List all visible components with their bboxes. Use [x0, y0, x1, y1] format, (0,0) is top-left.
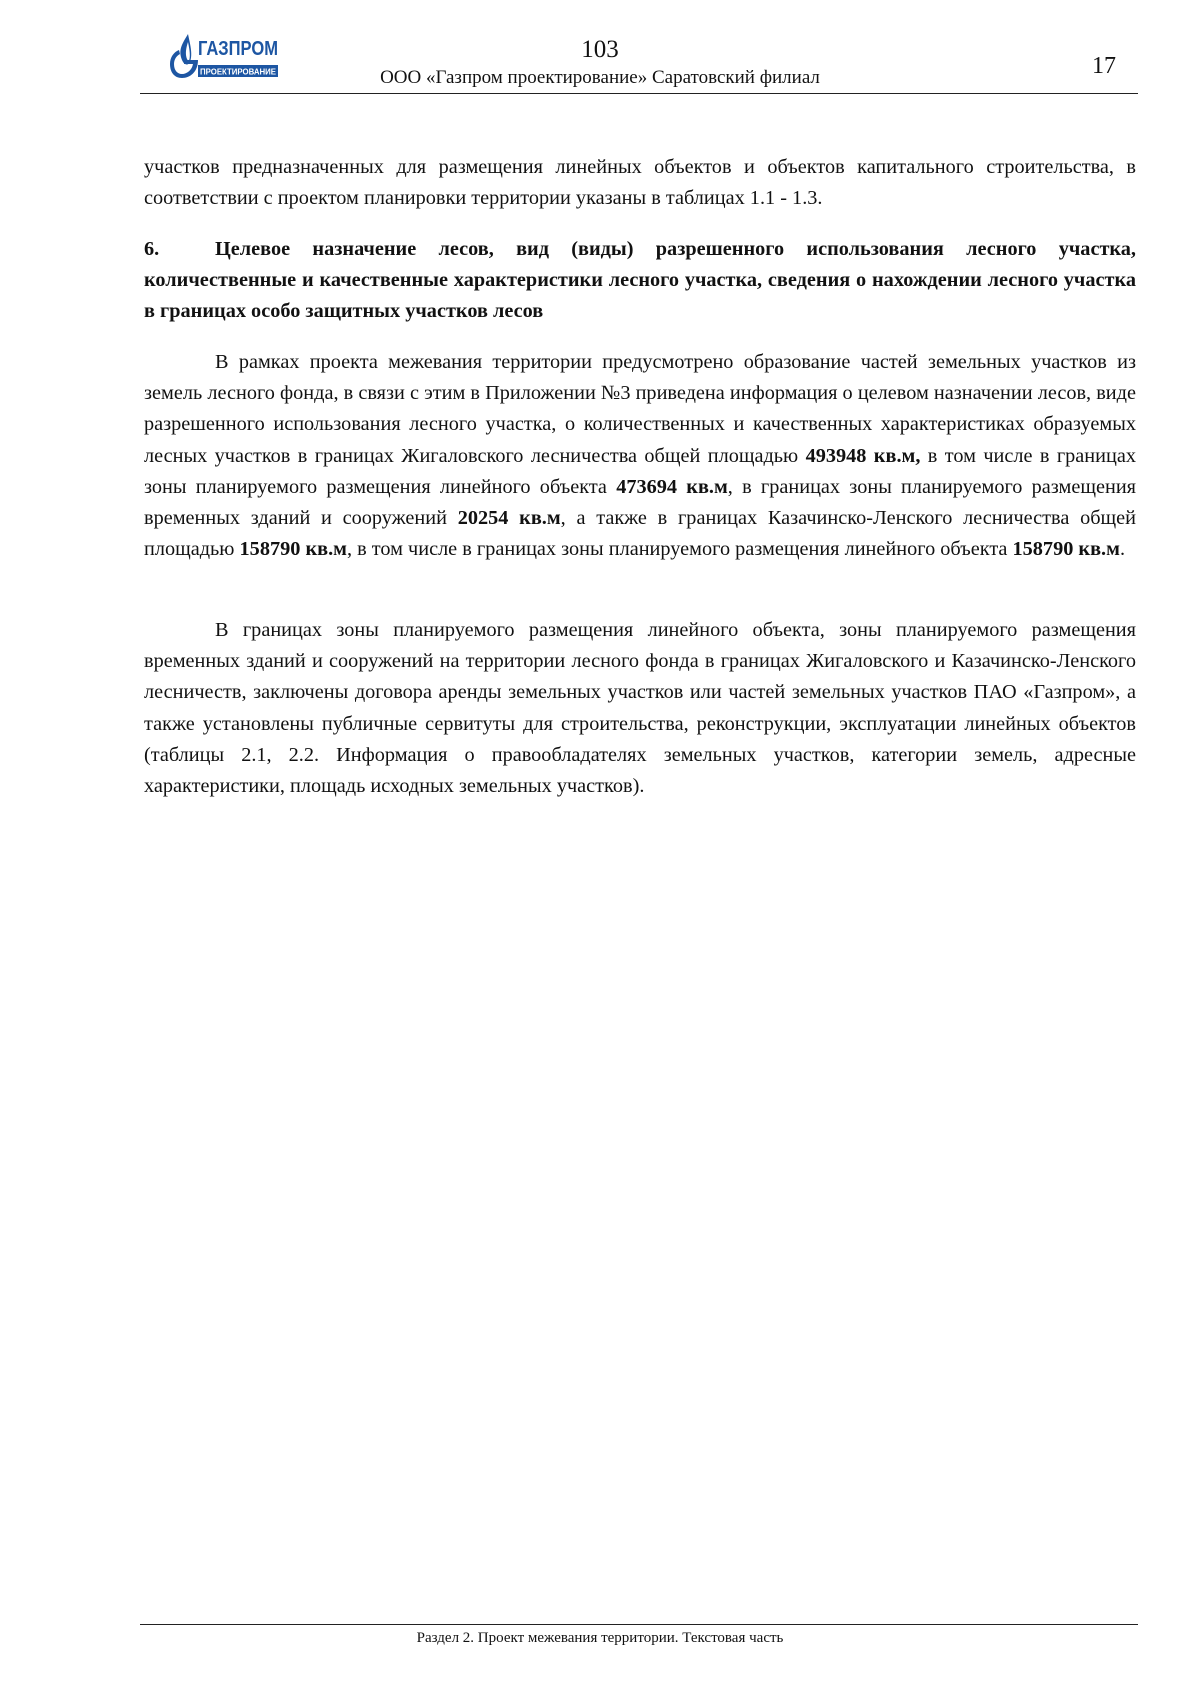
text-run: В рамках проекта межевания территории предусмотрено образование частей земельных участков из земель лесного фонда, в связи с этим в Приложении №3 приведена информация о целевом назначении лесов, виде разрешенного использования лесного участка, о количественных и качественных характеристиках образуемых лесных участков в границах Жигаловского лесничества общей площадью — [144, 351, 1136, 467]
logo-brand-text: ГАЗПРОМ — [198, 38, 278, 60]
section-number: 6. — [144, 238, 160, 260]
footer-divider — [140, 1624, 1138, 1625]
paragraph-continuation: участков предназначенных для размещения линейных объектов и объектов капитального строительства, в соответствии с проектом планировки территории указаны в таблицах 1.1 - 1.3. — [144, 156, 1136, 210]
header-page-number: 103 — [581, 36, 619, 63]
section-heading — [144, 234, 1136, 328]
logo-sub-text: ПРОЕКТИРОВАНИЕ — [200, 67, 277, 77]
header-sheet-number: 17 — [1092, 53, 1116, 79]
header-divider — [140, 93, 1138, 94]
section-title: Целевое назначение лесов, вид (виды) разрешенного использования лесного участка, количественные и качественные характеристики лесного участка, сведения о нахождении лесного участка в границах особо защитных участков лесов — [144, 238, 1136, 323]
area-value: 493948 кв.м, — [805, 444, 921, 467]
text-run: , в том числе в границах зоны планируемого размещения линейного объекта — [346, 538, 1013, 561]
area-value: 20254 кв.м — [457, 507, 561, 530]
text-run: . — [1119, 538, 1126, 561]
text-run: в том числе в границах зоны планируемого размещения линейного объекта — [144, 444, 1136, 498]
area-value: 158790 кв.м — [239, 538, 347, 561]
paragraph-forest-areas — [144, 347, 1136, 565]
paragraph-lease-agreements: В границах зоны планируемого размещения линейного объекта, зоны планируемого размещения временных зданий и сооружений на территории лесного фонда в границах Жигаловского и Казачинско-Ленского лесничеств, заключены договора аренды земельных участков или частей земельных участков ПАО «Газпром», а также установлены публичные сервитуты для строительства, реконструкции, эксплуатации линейных объектов (таблицы 2.1, 2.2. Информация о правообладателях земельных участков, категории земель, адресные характеристики, площадь исходных земельных участков). — [144, 619, 1136, 798]
header-organization: ООО «Газпром проектирование» Саратовский филиал — [380, 67, 820, 88]
text-run: , в границах зоны планируемого размещения временных зданий и сооружений — [144, 475, 1137, 530]
area-value: 473694 кв.м — [616, 475, 728, 498]
area-value: 158790 кв.м — [1012, 538, 1120, 561]
footer-section-title: Раздел 2. Проект межевания территории. Текстовая часть — [416, 1630, 784, 1646]
text-run: , а также в границах Казачинско-Ленского лесничества общей площадью — [144, 507, 1136, 561]
